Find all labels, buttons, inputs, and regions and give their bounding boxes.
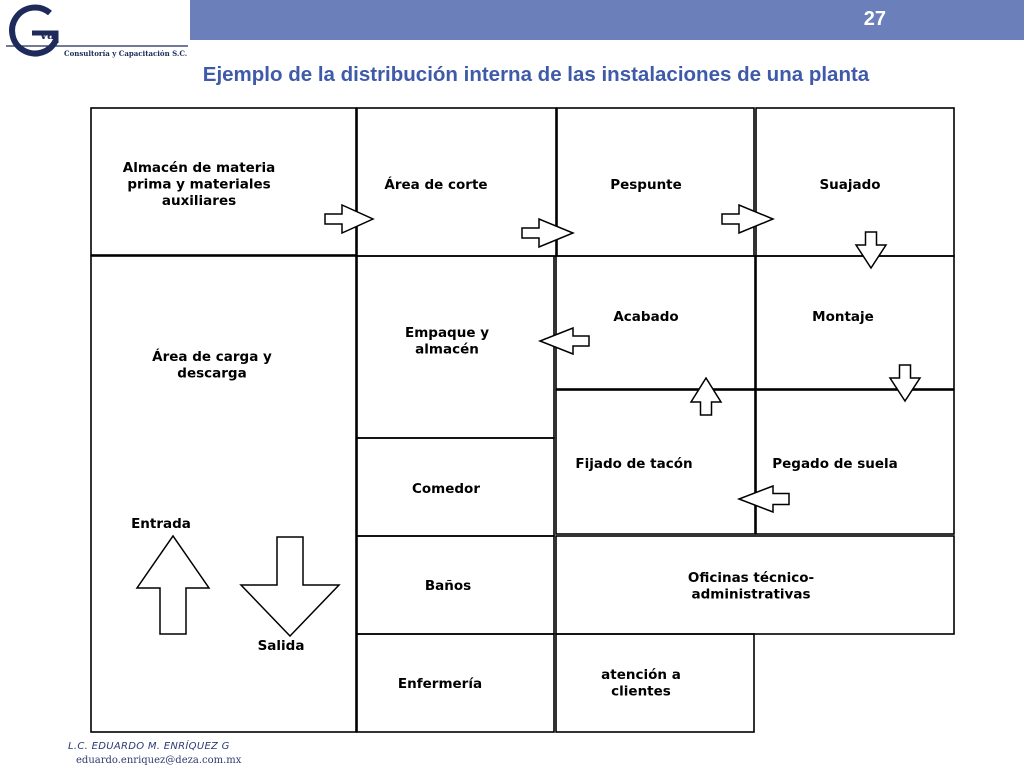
label-oficinas: [688, 570, 814, 603]
label-area-carga-descarga: [152, 348, 272, 382]
label-line: administrativas: [691, 586, 811, 603]
label-line: Enfermería: [397, 676, 483, 692]
page-title: Ejemplo de la distribución interna de las instalaciones de una planta: [202, 63, 870, 86]
label-line: Área de corte: [384, 177, 488, 193]
flow-arrow-icon: [890, 365, 920, 401]
label-pespunte: [610, 177, 682, 193]
label-montaje: [812, 309, 874, 325]
logo-letters: va: [40, 28, 55, 42]
label-banos: [425, 578, 471, 594]
label-acabado: [613, 309, 678, 325]
flow-arrow-icon: [540, 328, 589, 354]
flow-arrow-icon: [691, 378, 721, 415]
label-line: Pegado de suela: [772, 456, 898, 472]
entrada-arrow-icon: [137, 536, 209, 634]
label-salida: Salida: [257, 638, 305, 654]
salida-arrow-icon: [241, 537, 339, 636]
flow-arrow-icon: [739, 486, 789, 512]
room-box: [91, 256, 356, 732]
footer-email: eduardo.enriquez@deza.com.mx: [76, 755, 242, 766]
flow-arrow-icon: [522, 219, 573, 247]
flow-arrow-icon: [856, 232, 886, 268]
label-line: Empaque y: [405, 325, 489, 341]
page-number: 27: [863, 8, 886, 30]
label-line: auxiliares: [161, 193, 237, 209]
label-almacen-materia-prima: [123, 160, 275, 209]
label-line: Suajado: [819, 177, 881, 193]
logo-company-name: Consultoría y Capacitación S.C.: [64, 49, 188, 58]
label-line: Montaje: [812, 309, 874, 325]
label-pegado-suela: [772, 456, 898, 472]
label-fijado-tacon: [575, 456, 692, 472]
label-area-de-corte: [384, 176, 487, 193]
label-line: almacén: [415, 341, 479, 358]
label-enfermeria: [398, 676, 482, 692]
label-line: prima y materiales: [127, 176, 271, 193]
label-atencion-clientes: [601, 667, 681, 700]
label-line: Oficinas técnico-: [687, 570, 815, 586]
label-line: clientes: [611, 683, 671, 700]
label-line: Baños: [424, 578, 472, 594]
label-line: Área de carga y: [152, 349, 272, 365]
flow-arrow-icon: [325, 205, 373, 233]
label-line: Almacén de materia: [122, 160, 276, 176]
flow-arrow-icon: [722, 205, 773, 233]
label-line: atención a: [601, 667, 681, 683]
label-line: Comedor: [411, 481, 481, 497]
label-empaque-almacen: [405, 325, 489, 358]
label-comedor: [412, 481, 480, 497]
label-line: descarga: [177, 365, 247, 382]
label-line: Fijado de tacón: [575, 456, 693, 472]
label-entrada: Entrada: [131, 516, 191, 532]
label-line: Acabado: [613, 309, 679, 325]
label-line: Pespunte: [610, 177, 682, 193]
label-suajado: [819, 177, 880, 193]
footer-author: L.C. EDUARDO M. ENRÍQUEZ G: [68, 741, 230, 752]
